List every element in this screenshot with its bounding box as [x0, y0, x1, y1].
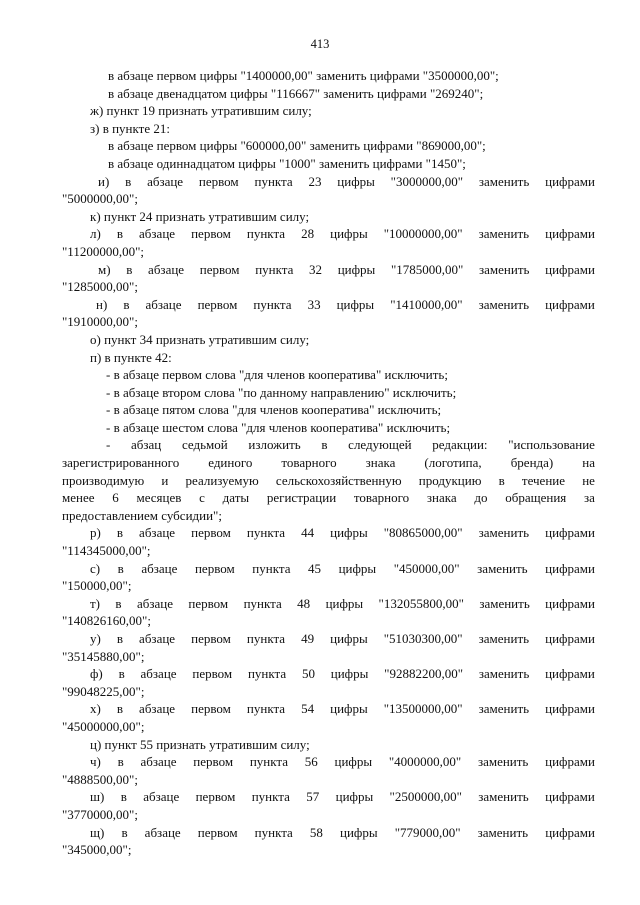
word: цифры [330, 666, 369, 682]
word: м) [98, 261, 111, 277]
paragraph-line-justified [62, 436, 595, 454]
paragraph-line: "345000,00"; [62, 842, 132, 858]
word: заменить [478, 701, 530, 717]
word: в [116, 525, 124, 541]
paragraph-line-justified [62, 595, 595, 613]
word: первом [199, 261, 240, 277]
word: изложить [248, 437, 301, 453]
word: пункта [246, 701, 286, 717]
paragraph-line: ц) пункт 55 признать утратившим силу; [90, 736, 310, 752]
list-item: - в абзаце втором слова "по данному направлению" исключить; [106, 384, 457, 400]
word: "1410000,00" [390, 296, 463, 312]
word: заменить [478, 525, 530, 541]
word: первом [191, 701, 231, 717]
paragraph-line: "140826160,00"; [62, 613, 151, 629]
word: в [117, 754, 124, 770]
word: до [474, 490, 488, 506]
word: 56 [304, 754, 318, 770]
paragraph-line: "3770000,00"; [62, 806, 138, 822]
word: заменить [477, 754, 529, 770]
word: "использование [508, 437, 595, 453]
paragraph-line: "1285000,00"; [62, 279, 138, 295]
paragraph-line: в абзаце двенадцатом цифры "116667" заменить цифрами "269240"; [108, 85, 484, 101]
word: цифры [330, 525, 368, 541]
word: знака [365, 455, 396, 471]
word: "2500000,00" [389, 789, 462, 805]
word: р) [90, 525, 101, 541]
word: абзаце [136, 595, 173, 611]
word: цифрами [545, 824, 595, 840]
word: цифрами [545, 296, 595, 312]
word: не [582, 472, 595, 488]
word: "51030300,00" [383, 631, 463, 646]
word: 33 [307, 296, 321, 312]
word: цифрами [545, 173, 595, 189]
paragraph-line: "45000000,00"; [62, 718, 145, 734]
paragraph-line-justified [62, 753, 595, 771]
word: пункта [254, 173, 293, 189]
page-number: 413 [310, 37, 330, 51]
word: первом [191, 525, 231, 541]
word: 57 [306, 789, 320, 805]
word: цифры [337, 261, 376, 277]
word: следующей [348, 437, 412, 453]
list-item: - в абзаце первом слова "для членов кооператива" исключить; [106, 367, 448, 383]
paragraph-line: "99048225,00"; [62, 683, 145, 699]
word: 58 [309, 824, 323, 840]
word: цифры [338, 560, 377, 576]
word: сельскохозяйственную [275, 472, 402, 488]
word: цифры [335, 789, 374, 805]
word: цифрами [545, 226, 595, 242]
word: производимую [62, 472, 145, 488]
paragraph-line: ж) пункт 19 признать утратившим силу; [90, 103, 312, 119]
paragraph-line: "35145880,00"; [62, 648, 145, 664]
word: абзаце [139, 701, 176, 717]
word: в [118, 666, 125, 682]
word: "92882200,00" [384, 666, 464, 682]
word: пункта [243, 595, 282, 611]
word: товарного [281, 455, 337, 471]
word: в [498, 472, 505, 488]
word: месяцев [136, 490, 182, 506]
word: х) [90, 701, 101, 717]
word: цифрами [545, 595, 595, 611]
word: редакции: [432, 437, 488, 453]
word: 28 [301, 226, 315, 242]
word: ф) [90, 666, 103, 682]
paragraph-line: з) в пункте 21: [90, 120, 170, 136]
word: цифрами [545, 631, 595, 646]
word: "80865000,00" [383, 525, 463, 541]
word: первом [192, 666, 233, 682]
paragraph-line-justified [62, 296, 595, 314]
word: за [584, 490, 595, 506]
word: цифрами [545, 261, 595, 277]
word: 48 [297, 595, 311, 611]
word: пункта [249, 754, 288, 770]
paragraph-line-justified [62, 472, 595, 490]
word: цифры [325, 595, 364, 611]
paragraph-line: "114345000,00"; [62, 543, 151, 559]
word: товарного [353, 490, 410, 506]
word: в [116, 701, 124, 717]
word: в [116, 631, 124, 646]
word: (логотипа, [424, 455, 482, 471]
list-item: - в абзаце пятом слова "для членов кооператива" исключить; [106, 402, 442, 418]
word: пункта [246, 525, 286, 541]
word: цифрами [545, 701, 595, 717]
paragraph-line: "11200000,00"; [62, 243, 144, 259]
word: и [161, 472, 169, 488]
word: регистрации [266, 490, 337, 506]
word: в [120, 789, 127, 805]
word: цифры [330, 701, 368, 717]
paragraph-line: в абзаце первом цифры "1400000,00" заменить цифрами "3500000,00"; [108, 68, 499, 83]
word: в [115, 595, 122, 611]
word: абзаце [139, 525, 176, 541]
word: абзаце [140, 666, 177, 682]
paragraph-line: о) пункт 34 признать утратившим силу; [90, 331, 310, 347]
document-body [62, 67, 595, 859]
word: на [582, 455, 595, 471]
word: с [199, 490, 205, 506]
word: первом [194, 560, 235, 576]
paragraph-line: п) в пункте 42: [90, 349, 172, 365]
paragraph-line: "1910000,00"; [62, 314, 138, 330]
word: цифрами [545, 560, 595, 576]
word: и) [98, 173, 110, 189]
list-item: - в абзаце шестом слова "для членов кооператива" исключить; [106, 419, 451, 435]
word: пункта [255, 261, 294, 277]
word: заменить [478, 631, 530, 646]
word: абзаце [147, 173, 184, 189]
word: абзаце [145, 296, 182, 312]
word: 44 [301, 525, 315, 541]
word: знака [426, 490, 457, 506]
word: пункта [253, 296, 292, 312]
word: даты [222, 490, 250, 506]
word: цифрами [545, 666, 595, 682]
word: продукцию [418, 472, 482, 488]
word: "10000000,00" [383, 226, 463, 242]
word: первом [193, 754, 234, 770]
paragraph-line: к) пункт 24 признать утратившим силу; [90, 208, 310, 224]
word: цифры [337, 173, 375, 189]
word: у) [90, 631, 101, 646]
word: абзаце [144, 824, 181, 840]
paragraph-line-justified [62, 454, 595, 472]
word: щ) [90, 824, 105, 840]
word: заменить [478, 226, 530, 242]
word: абзац [131, 437, 162, 453]
paragraph-line-justified [62, 700, 595, 718]
word: абзаце [139, 631, 176, 646]
word: единого [208, 455, 253, 471]
word: л) [90, 226, 101, 242]
word: первом [191, 226, 231, 242]
word: 45 [308, 560, 322, 576]
word: реализуемую [185, 472, 259, 488]
word: 23 [308, 173, 322, 189]
paragraph-line-justified [62, 524, 595, 542]
paragraph-line-justified [62, 665, 595, 683]
word: "779000,00" [394, 824, 461, 840]
word: заменить [478, 789, 529, 805]
word: зарегистрированного [62, 455, 180, 471]
word: заменить [477, 824, 529, 840]
word: "4000000,00" [388, 754, 462, 770]
word: пункта [247, 666, 287, 682]
word: ш) [90, 789, 105, 805]
word: "1785000,00" [390, 261, 464, 277]
word: первом [197, 296, 238, 312]
word: в [117, 560, 124, 576]
word: абзаце [148, 261, 185, 277]
paragraph-line: "150000,00"; [62, 578, 132, 594]
word: бренда) [510, 455, 554, 471]
paragraph-line: в абзаце одиннадцатом цифры "1000" заменить цифрами "1450"; [108, 155, 466, 171]
word: первом [188, 595, 229, 611]
word: пункта [246, 631, 286, 646]
word: первом [198, 173, 239, 189]
paragraph-line-justified [62, 173, 595, 191]
paragraph-line-justified [62, 630, 595, 648]
word: цифры [330, 226, 368, 242]
paragraph-line-justified [62, 225, 595, 243]
word: "13500000,00" [383, 701, 463, 717]
word: течение [521, 472, 566, 488]
word: 6 [112, 490, 119, 506]
word: "450000,00" [393, 560, 460, 576]
word: заменить [477, 560, 528, 576]
word: "3000000,00" [390, 173, 464, 189]
word: цифры [334, 754, 373, 770]
word: 50 [301, 666, 315, 682]
paragraph-line-justified [62, 560, 595, 578]
word: пункта [251, 789, 290, 805]
word: 32 [309, 261, 323, 277]
word: цифрами [545, 525, 595, 541]
word: пункта [252, 560, 291, 576]
paragraph-line: предоставлением субсидии"; [62, 507, 222, 523]
paragraph-line-justified [62, 788, 595, 806]
word: "132055800,00" [378, 595, 464, 611]
paragraph-line: в абзаце первом цифры "600000,00" заменить цифрами "869000,00"; [108, 138, 486, 154]
paragraph-line: "4888500,00"; [62, 771, 138, 787]
word: седьмой [181, 437, 228, 453]
word: пункта [246, 226, 286, 242]
word: в [123, 296, 130, 312]
word: первом [195, 789, 236, 805]
paragraph-line: "5000000,00"; [62, 191, 138, 207]
word: первом [197, 824, 238, 840]
word: в [321, 437, 328, 453]
word: в [116, 226, 123, 242]
word: т) [90, 595, 101, 611]
word: цифрами [545, 754, 595, 770]
word: 49 [301, 631, 315, 646]
word: заменить [478, 296, 530, 312]
word: цифры [330, 631, 368, 646]
word: в [126, 261, 133, 277]
word: с) [90, 560, 101, 576]
paragraph-line-justified [62, 489, 595, 507]
paragraph-line-justified [62, 261, 595, 279]
word: цифры [340, 824, 378, 840]
word: заменить [478, 666, 530, 682]
word: в [125, 173, 132, 189]
word: абзаце [140, 754, 177, 770]
word: первом [191, 631, 231, 646]
word: абзаце [143, 789, 180, 805]
word: обращения [505, 490, 567, 506]
word: заменить [479, 595, 530, 611]
word: цифры [336, 296, 375, 312]
word: заменить [478, 173, 530, 189]
word: - [106, 437, 111, 453]
word: 54 [301, 701, 315, 717]
word: ч) [90, 754, 101, 770]
word: абзаце [139, 226, 176, 242]
word: заменить [479, 261, 530, 277]
word: абзаце [141, 560, 178, 576]
word: менее [62, 490, 95, 506]
word: в [121, 824, 128, 840]
word: н) [96, 296, 108, 312]
paragraph-line-justified [62, 824, 595, 842]
word: цифрами [545, 789, 595, 805]
word: пункта [254, 824, 293, 840]
